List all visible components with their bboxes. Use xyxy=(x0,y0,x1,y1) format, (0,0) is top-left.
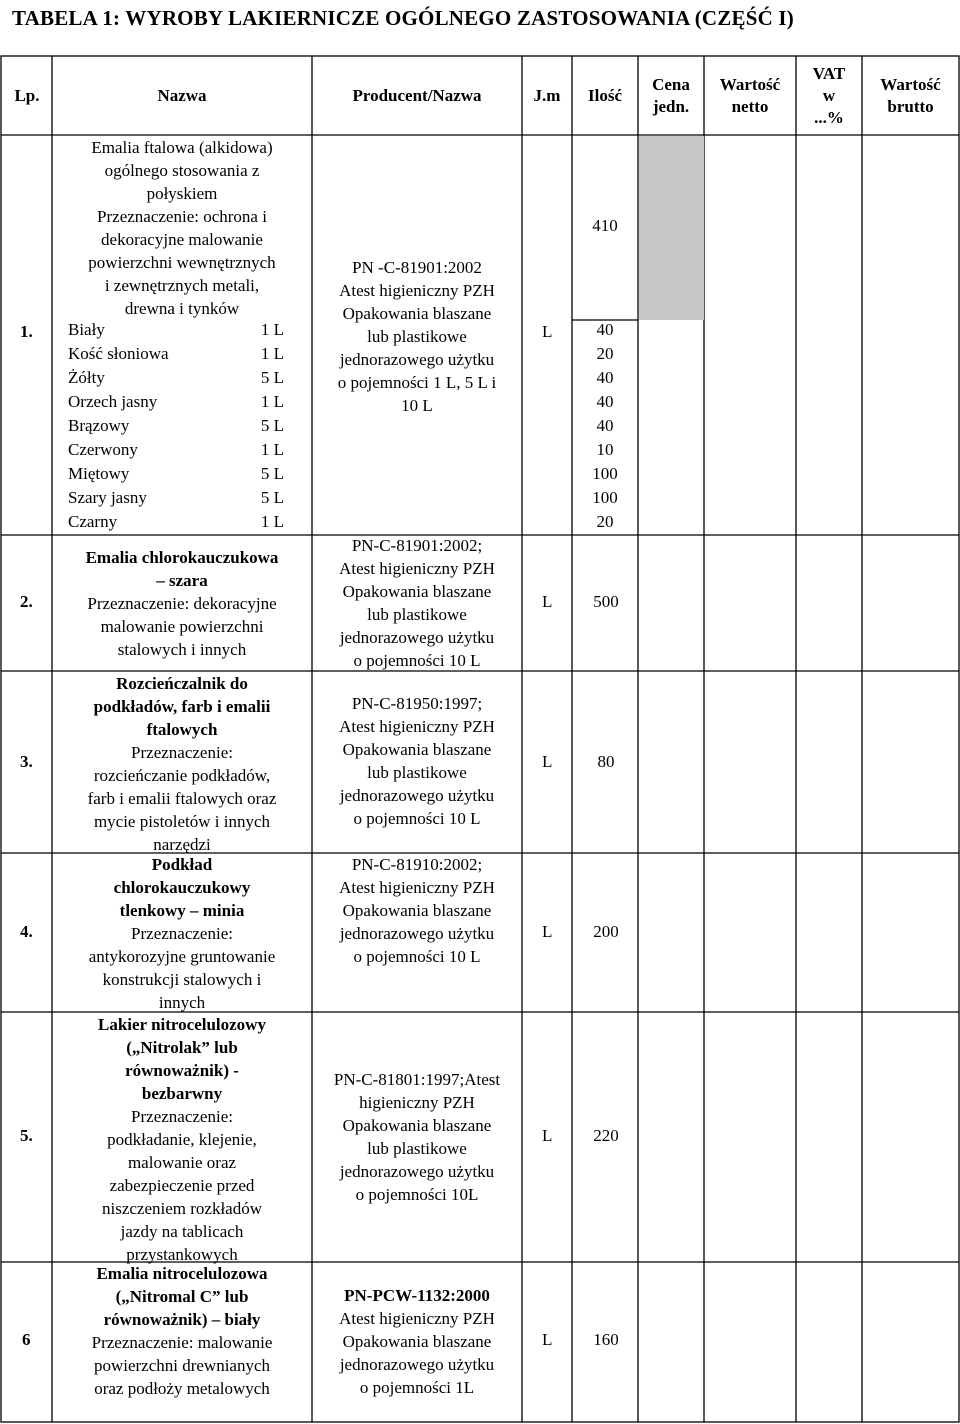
header-ilosc: Ilość xyxy=(588,86,622,105)
header-vat: VAT w ...% xyxy=(812,64,846,127)
header-wartosc-netto: Wartość netto xyxy=(719,75,781,116)
row-lp: 2. xyxy=(20,592,33,611)
quantity: 220 xyxy=(593,1126,619,1145)
row-lp: 1. xyxy=(20,322,33,341)
row-lp: 5. xyxy=(20,1126,33,1145)
header-lp: Lp. xyxy=(14,86,40,105)
product-description: Podkład chlorokauczukowy tlenkowy – minia Przeznaczenie: antykorozyjne gruntowanie konstrukcji stalowych i innych xyxy=(88,855,276,1012)
unit: L xyxy=(542,1126,553,1145)
product-description: Emalia chlorokauczukowa – szara Przeznaczenie: dekoracyjne malowanie powierzchni stalowych i innych xyxy=(85,548,279,659)
row-lp: 3. xyxy=(20,752,33,771)
product-description: Rozcieńczalnik do podkładów, farb i emalii ftalowych Przeznaczenie: rozcieńczanie podkładów, farb i emalii ftalowych oraz mycie pistoletów i innych narzędzi xyxy=(87,674,277,854)
unit: L xyxy=(542,1330,553,1349)
header-producent: Producent/Nazwa xyxy=(352,86,482,105)
quantity: 80 xyxy=(597,752,615,771)
unit: L xyxy=(542,752,553,771)
producer-info: PN-C-81801:1997;Atest higieniczny PZH Opakowania blaszane lub plastikowe jednorazowego użytku o pojemności 10L xyxy=(333,1070,501,1204)
producer-info: PN-PCW-1132:2000 Atest higieniczny PZH Opakowania blaszane jednorazowego użytku o pojemności 1L xyxy=(339,1286,495,1397)
row-lp: 4. xyxy=(20,922,33,941)
page-title: TABELA 1: WYROBY LAKIERNICZE OGÓLNEGO ZASTOSOWANIA (CZĘŚĆ I) xyxy=(12,6,794,30)
total-quantity: 410 xyxy=(592,216,618,235)
product-description: Emalia ftalowa (alkidowa) ogólnego stosowania z połyskiem Przeznaczenie: ochrona i dekoracyjne malowanie powierzchni wewnętrznych i zewnętrznych metali, drewna i tynków xyxy=(88,138,276,318)
unit: L xyxy=(542,592,553,611)
quantity: 160 xyxy=(593,1330,619,1349)
unit: L xyxy=(542,322,553,341)
header-wartosc-brutto: Wartość brutto xyxy=(880,75,941,116)
unit: L xyxy=(542,922,553,941)
producer-info: PN-C-81910:2002; Atest higieniczny PZH Opakowania blaszane jednorazowego użytku o pojemności 10 L xyxy=(339,855,495,966)
producer-info: PN-C-81950:1997; Atest higieniczny PZH Opakowania blaszane lub plastikowe jednorazowego użytku o pojemności 10 L xyxy=(339,694,495,828)
quantity: 200 xyxy=(593,922,619,941)
product-description: Lakier nitrocelulozowy („Nitrolak” lub równoważnik) - bezbarwny Przeznaczenie: podkładanie, klejenie, malowanie oraz zabezpieczenie przed niszczeniem rozkładów jazdy na tablicach przystankowych xyxy=(98,1015,266,1264)
shaded-cell xyxy=(639,136,704,320)
header-nazwa: Nazwa xyxy=(157,86,207,105)
producer-info: PN -C-81901:2002 Atest higieniczny PZH Opakowania blaszane lub plastikowe jednorazowego użytku o pojemności 1 L, 5 L i 10 L xyxy=(337,258,497,415)
product-description: Emalia nitrocelulozowa („Nitromal C” lub równoważnik) – biały Przeznaczenie: malowanie powierzchni drewnianych oraz podłoży metalowych xyxy=(91,1264,273,1398)
header-cena: Cena jedn. xyxy=(652,75,690,116)
row-lp: 6 xyxy=(22,1330,31,1349)
producer-info: PN-C-81901:2002; Atest higieniczny PZH Opakowania blaszane lub plastikowe jednorazowego użytku o pojemności 10 L xyxy=(339,536,495,670)
header-jm: J.m xyxy=(533,86,561,105)
quantity: 500 xyxy=(593,592,619,611)
